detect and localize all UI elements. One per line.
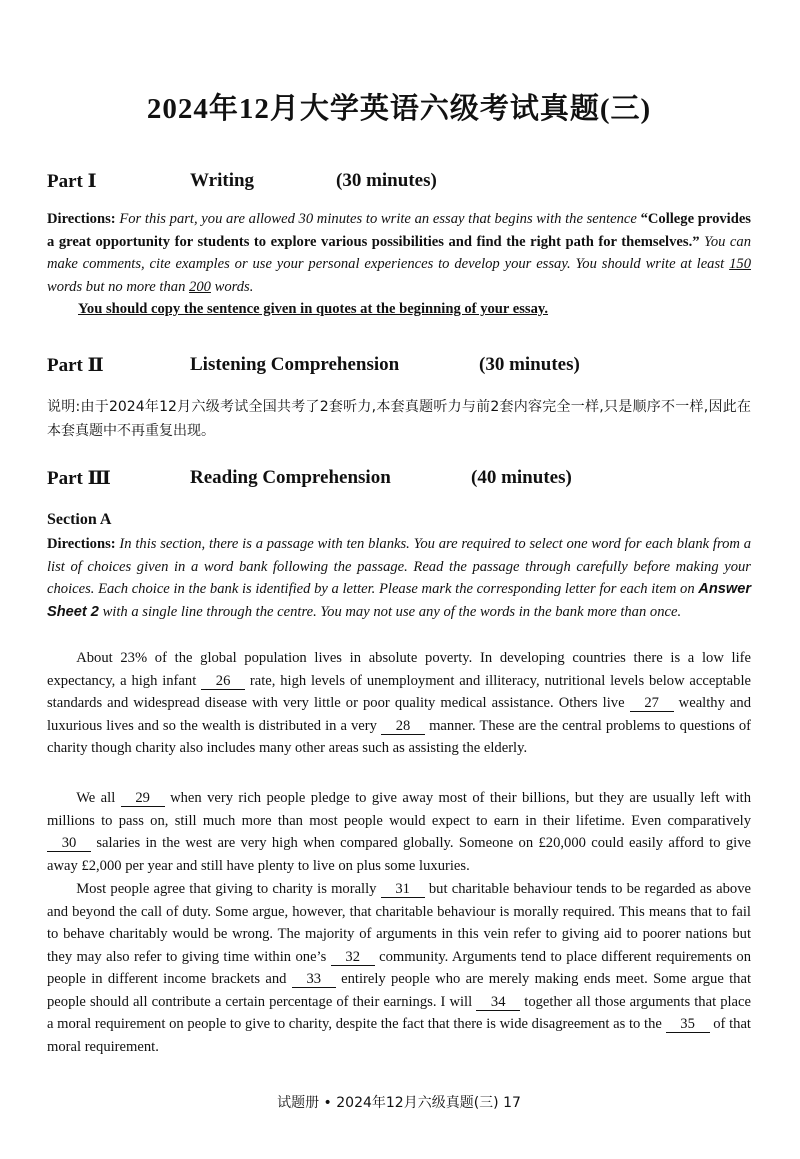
part1-directions: Directions: For this part, you are allowed 30 minutes to write an essay that begins with the sentence “College provides a great opportunity for students to explore various possibilities and find the right path for themselves.” You can make comments, cite examples or use your personal experiences to develop your essay. You should write at least 150 words but no more than 200 words.	[47, 211, 752, 295]
blank-31: 31	[381, 881, 425, 898]
blank-33: 33	[292, 971, 336, 988]
directions-label: Directions:	[47, 211, 116, 227]
page-title: 2024年12月大学英语六级考试真题(三)	[146, 93, 652, 125]
blank-32: 32	[331, 949, 375, 966]
part1-label: Part Ⅰ	[47, 171, 97, 192]
part3-label: Part Ⅲ	[47, 468, 111, 489]
essay-prompt: “College provides a great opportunity for students to explore various possibilities and find the right path for themselves.”	[47, 211, 751, 250]
part2-name: Listening Comprehension	[190, 354, 400, 375]
min-words: 150	[729, 256, 751, 272]
part3-directions: Directions: In this section, there is a passage with ten blanks. You are required to select one word for each blank from a list of choices given in a word bank following the passage. Read the passage through carefully before making your choices. Each choice in the bank is identified by a letter. Please mark the corresponding letter for each item on Answer Sheet 2 with a single line through the centre. You may not use any of the words in the bank more than once.	[47, 536, 751, 620]
part2-label: Part Ⅱ	[47, 355, 104, 376]
part1-time: (30 minutes)	[336, 170, 437, 191]
blank-29: 29	[121, 790, 165, 807]
blank-35: 35	[666, 1016, 710, 1033]
blank-27: 27	[630, 695, 674, 712]
part3-time: (40 minutes)	[471, 467, 572, 488]
blank-28: 28	[381, 718, 425, 735]
passage-paragraph-2: We all 29 when very rich people pledge to give away most of their billions, but they are usually left with millions to pass on, still much more than most people would expect to earn in their lifetime. Even comparatively 30 salaries in the west are very high when compared globally. Someone on £20,000 could easily afford to give away £2,000 per year and still have plenty to live on plus some luxuries.	[47, 790, 751, 874]
part1-note: You should copy the sentence given in quotes at the beginning of your essay.	[78, 301, 549, 317]
part1-name: Writing	[190, 170, 255, 191]
blank-30: 30	[47, 835, 91, 852]
section-a-heading: Section A	[47, 511, 112, 528]
max-words: 200	[189, 278, 211, 295]
answer-sheet-ref: Answer Sheet 2	[47, 581, 751, 620]
page-footer: 试题册 • 2024年12月六级真题(三) 17	[277, 1095, 521, 1111]
directions-label: Directions:	[47, 536, 116, 552]
passage-paragraph-3: Most people agree that giving to charity is morally 31 but charitable behaviour tends to be regarded as above and beyond the call of duty. Some argue, however, that charitable behaviour is morally required. This means that to fail to behave charitably would be wrong. The majority of arguments in this vein refer to giving aid to poorer nations but they may also refer to giving time within one’s 32 community. Arguments tend to place different requirements on people in different income brackets and 33 entirely people who are merely making ends meet. Some argue that people should all contribute a certain percentage of their earnings. I will 34 together all those arguments that place a moral requirement on people to give to charity, despite the fact that there is wide disagreement as to the 35 of that moral requirement.	[47, 881, 752, 1055]
blank-26: 26	[201, 673, 245, 690]
part2-note: 说明:由于2024年12月六级考试全国共考了2套听力,本套真题听力与前2套内容完全一样,只是顺序不一样,因此在本套真题中不再重复出现。	[47, 399, 751, 439]
part2-time: (30 minutes)	[479, 354, 580, 375]
blank-34: 34	[476, 994, 520, 1011]
passage-paragraph-1: About 23% of the global population lives in absolute poverty. In developing countries there is a low life expectancy, a high infant 26 rate, high levels of unemployment and illiteracy, nutritional levels below acceptable standards and widespread disease with very little or poor quality medical assistance. Others live 27 wealthy and luxurious lives and so the wealth is distributed in a very 28 manner. These are the central problems to questions of charity though charity also includes many other areas such as assisting the elderly.	[47, 650, 752, 756]
part3-name: Reading Comprehension	[190, 467, 391, 488]
